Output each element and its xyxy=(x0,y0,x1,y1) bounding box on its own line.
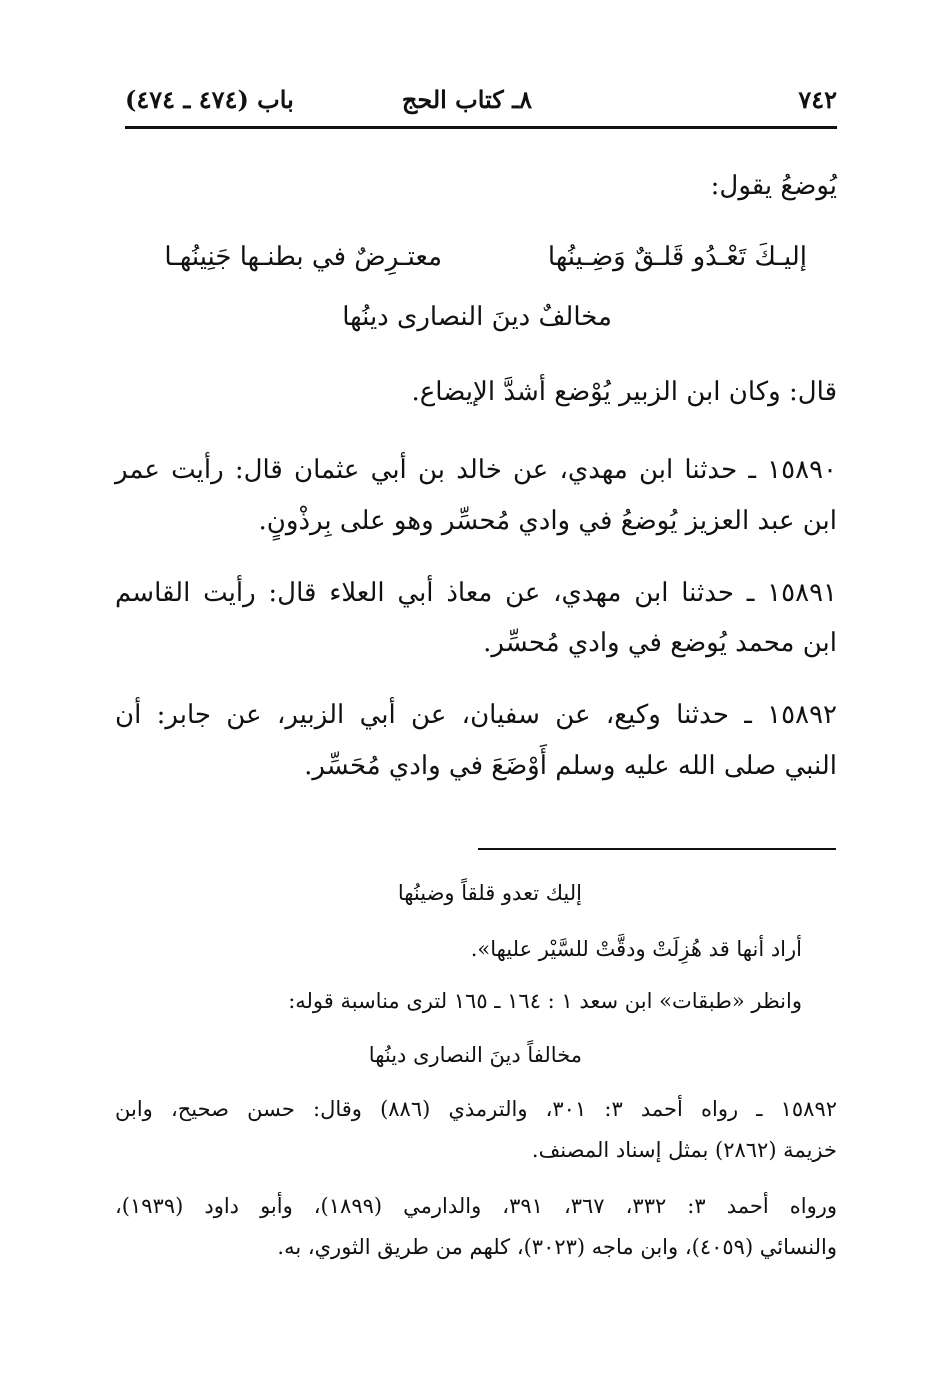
book-title: ٨ـ كتاب الحج xyxy=(401,85,532,114)
footnote-more-line-2: والنسائي (٤٠٥٩)، وابن ماجه (٣٠٢٣)، كلهم من طريق الثوري، به. xyxy=(277,1235,837,1259)
verse-hemistich-3: مخالفٌ دينَ النصارى دينُها xyxy=(342,302,612,332)
hadith-15890-line-1: ١٥٨٩٠ ـ حدثنا ابن مهدي، عن خالد بن أبي عثمان قال: رأيت عمر xyxy=(115,455,837,485)
running-header xyxy=(125,80,837,120)
chapter-reference: باب (٤٧٤ ـ ٤٧٤) xyxy=(125,85,294,114)
hadith-15892-line-1: ١٥٨٩٢ ـ حدثنا وكيع، عن سفيان، عن أبي الزبير، عن جابر: أن xyxy=(115,700,837,730)
hadith-15891-line-2: ابن محمد يُوضع في وادي مُحسِّر. xyxy=(483,628,837,658)
intro-line: يُوضعُ يقول: xyxy=(710,171,837,201)
footnote-explanation: أراد أنها قد هُزِلَتْ ودقَّتْ للسَّيْر عليها». xyxy=(470,937,802,961)
footnote-verse-quote: إليك تعدو قلقاً وضينُها xyxy=(397,881,582,905)
header-divider xyxy=(125,126,837,129)
hadith-15890-line-2: ابن عبد العزيز يُوضعُ في وادي مُحسِّر وهو على بِرذْونٍ. xyxy=(258,506,837,536)
verse-hemistich-1: إليـكَ تَعْـدُو قَلـقٌ وَضِـينُها xyxy=(547,242,807,272)
verse-hemistich-2: معتـرِضٌ في بطنـها جَنِينُهـا xyxy=(164,242,442,272)
footnote-15892-line-1: ١٥٨٩٢ ـ رواه أحمد ٣: ٣٠١، والترمذي (٨٨٦) وقال: حسن صحيح، وابن xyxy=(115,1097,838,1121)
footnote-more-line-1: ورواه أحمد ٣: ٣٣٢، ٣٦٧، ٣٩١، والدارمي (١٨٩٩)، وأبو داود (١٩٣٩)، xyxy=(115,1194,837,1218)
footnote-15892-line-2: خزيمة (٢٨٦٢) بمثل إسناد المصنف. xyxy=(531,1138,837,1162)
footnote-verse-quote-2: مخالفاً دينَ النصارى دينُها xyxy=(368,1043,582,1067)
hadith-15891-line-1: ١٥٨٩١ ـ حدثنا ابن مهدي، عن معاذ أبي العلاء قال: رأيت القاسم xyxy=(115,578,837,608)
hadith-15892-line-2: النبي صلى الله عليه وسلم أَوْضَعَ في وادي مُحَسِّر. xyxy=(304,751,837,781)
footnote-reference: وانظر «طبقات» ابن سعد ١ : ١٦٤ ـ ١٦٥ لترى مناسبة قوله: xyxy=(288,989,802,1013)
footnote-divider xyxy=(478,848,836,850)
statement-line: قال: وكان ابن الزبير يُوْضع أشدَّ الإيضاع. xyxy=(411,377,837,407)
page-number: ٧٤٢ xyxy=(798,85,837,114)
